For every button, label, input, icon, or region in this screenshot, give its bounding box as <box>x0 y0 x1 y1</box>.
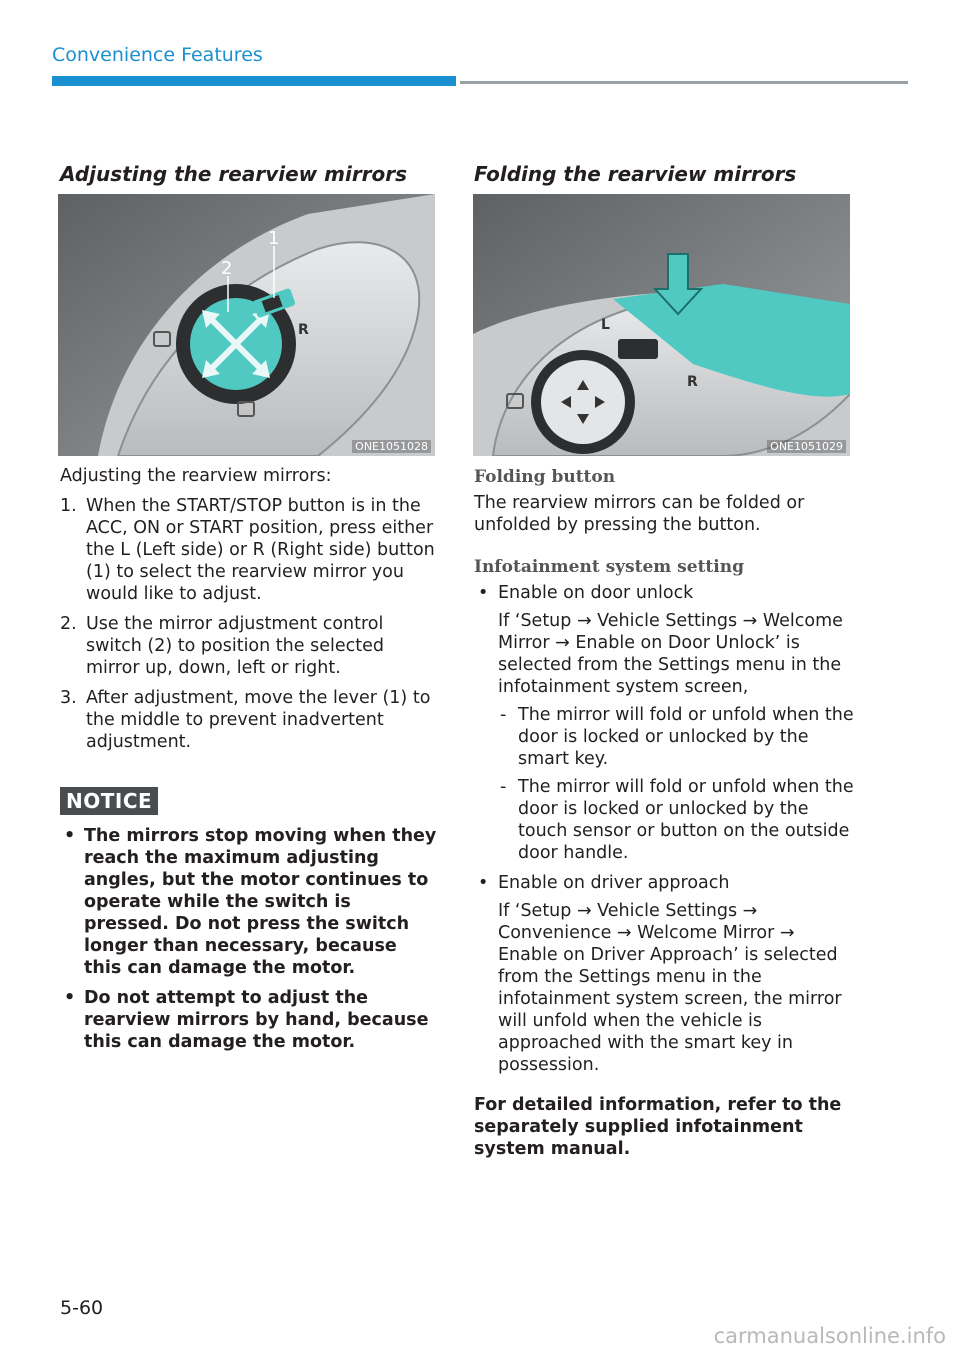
list-item: • Do not attempt to adjust the rearview mirrors by hand, because this can damage the motor. <box>64 988 429 1052</box>
list-item: • Enable on driver approach If ‘Setup → Vehicle Settings → Convenience → Welcome Mirror → Enable on Driver Approach’ is selected from the Settings menu in the infotainment system screen, the mirror will unfold when the vehicle is approached with the smart key in possession. <box>474 872 859 1076</box>
key-r-label: R <box>687 374 698 390</box>
key-r-label: R <box>298 322 309 338</box>
folding-figure <box>473 194 850 456</box>
notice-text: Do not attempt to adjust the rearview mirrors by hand, because this can damage the motor. <box>84 988 429 1052</box>
bullet-label: Enable on door unlock <box>498 583 694 603</box>
step-number: 1. <box>60 496 77 516</box>
dash-text: The mirror will fold or unfold when the door is locked or unlocked by the touch sensor or button on the outside door handle. <box>518 777 854 863</box>
list-item <box>60 613 440 679</box>
bullet-text: If ‘Setup → Vehicle Settings → Convenience → Welcome Mirror → Enable on Driver Approach’ is selected from the Settings menu in the infotainment system screen, the mirror will unfold when the vehicle is approached with the smart key in possession. <box>498 901 842 1075</box>
left-column-text <box>60 465 440 1061</box>
notice-label: NOTICE <box>60 787 158 815</box>
closing-note: For detailed information, refer to the separately supplied infotainment system manual. <box>474 1095 842 1159</box>
header-bar-rule <box>460 81 908 84</box>
step-text: After adjustment, move the lever (1) to the middle to prevent inadvertent adjustment. <box>86 688 431 752</box>
header-bar-accent <box>52 76 456 86</box>
callout-2: 2 <box>221 258 233 279</box>
notice-text: The mirrors stop moving when they reach the maximum adjusting angles, but the motor continues to operate while the switch is pressed. Do not press the switch longer than necessary, because this can damage the motor. <box>84 826 437 978</box>
bullet-text: If ‘Setup → Vehicle Settings → Welcome Mirror → Enable on Door Unlock’ is selected from the Settings menu in the infotainment system screen, <box>498 611 843 697</box>
adjusting-heading: Adjusting the rearview mirrors <box>60 162 408 186</box>
folding-button-text: The rearview mirrors can be folded or unfolded by pressing the button. <box>474 493 805 535</box>
infotainment-list <box>474 582 859 1076</box>
notice-list <box>60 825 440 1053</box>
figure-code: ONE1051028 <box>352 440 431 453</box>
step-number: 2. <box>60 614 77 634</box>
page-number: 5-60 <box>60 1297 104 1319</box>
adjust-steps <box>60 495 440 753</box>
step-text: Use the mirror adjustment control switch (2) to position the selected mirror up, down, left or right. <box>86 614 384 678</box>
step-number: 3. <box>60 688 77 708</box>
section-title: Convenience Features <box>52 44 263 66</box>
callout-1: 1 <box>268 228 280 249</box>
list-item <box>60 687 440 753</box>
bullet-label: Enable on driver approach <box>498 873 730 893</box>
list-item: • Enable on door unlock If ‘Setup → Vehicle Settings → Welcome Mirror → Enable on Door Unlock’ is selected from the Settings menu in the infotainment system screen, - The mirror will fold or unfold when the door is locked or unlocked by the smart key. - The mirror will fold or unfold when the door is locked or unlocked by the touch sensor or button on the outside door handle. <box>474 582 859 864</box>
key-l-label: L <box>601 317 610 333</box>
infotainment-head: Infotainment system setting <box>474 557 744 577</box>
adjusting-figure <box>58 194 435 456</box>
adjust-intro: Adjusting the rearview mirrors: <box>60 466 332 486</box>
figure-code: ONE1051029 <box>767 440 846 453</box>
watermark: carmanualsonline.info <box>713 1324 946 1348</box>
list-item <box>60 495 440 605</box>
list-item: • The mirrors stop moving when they reach the maximum adjusting angles, but the motor continues to operate while the switch is pressed. Do not press the switch longer than necessary, because this can damage the motor. <box>64 826 437 978</box>
folding-button-head: Folding button <box>474 467 616 487</box>
folding-heading: Folding the rearview mirrors <box>474 162 797 186</box>
dash-text: The mirror will fold or unfold when the door is locked or unlocked by the smart key. <box>518 705 854 769</box>
step-text: When the START/STOP button is in the ACC, ON or START position, press either the L (Left side) or R (Right side) button (1) to select the rearview mirror you would like to adjust. <box>86 496 435 604</box>
right-column-text <box>474 466 859 1168</box>
